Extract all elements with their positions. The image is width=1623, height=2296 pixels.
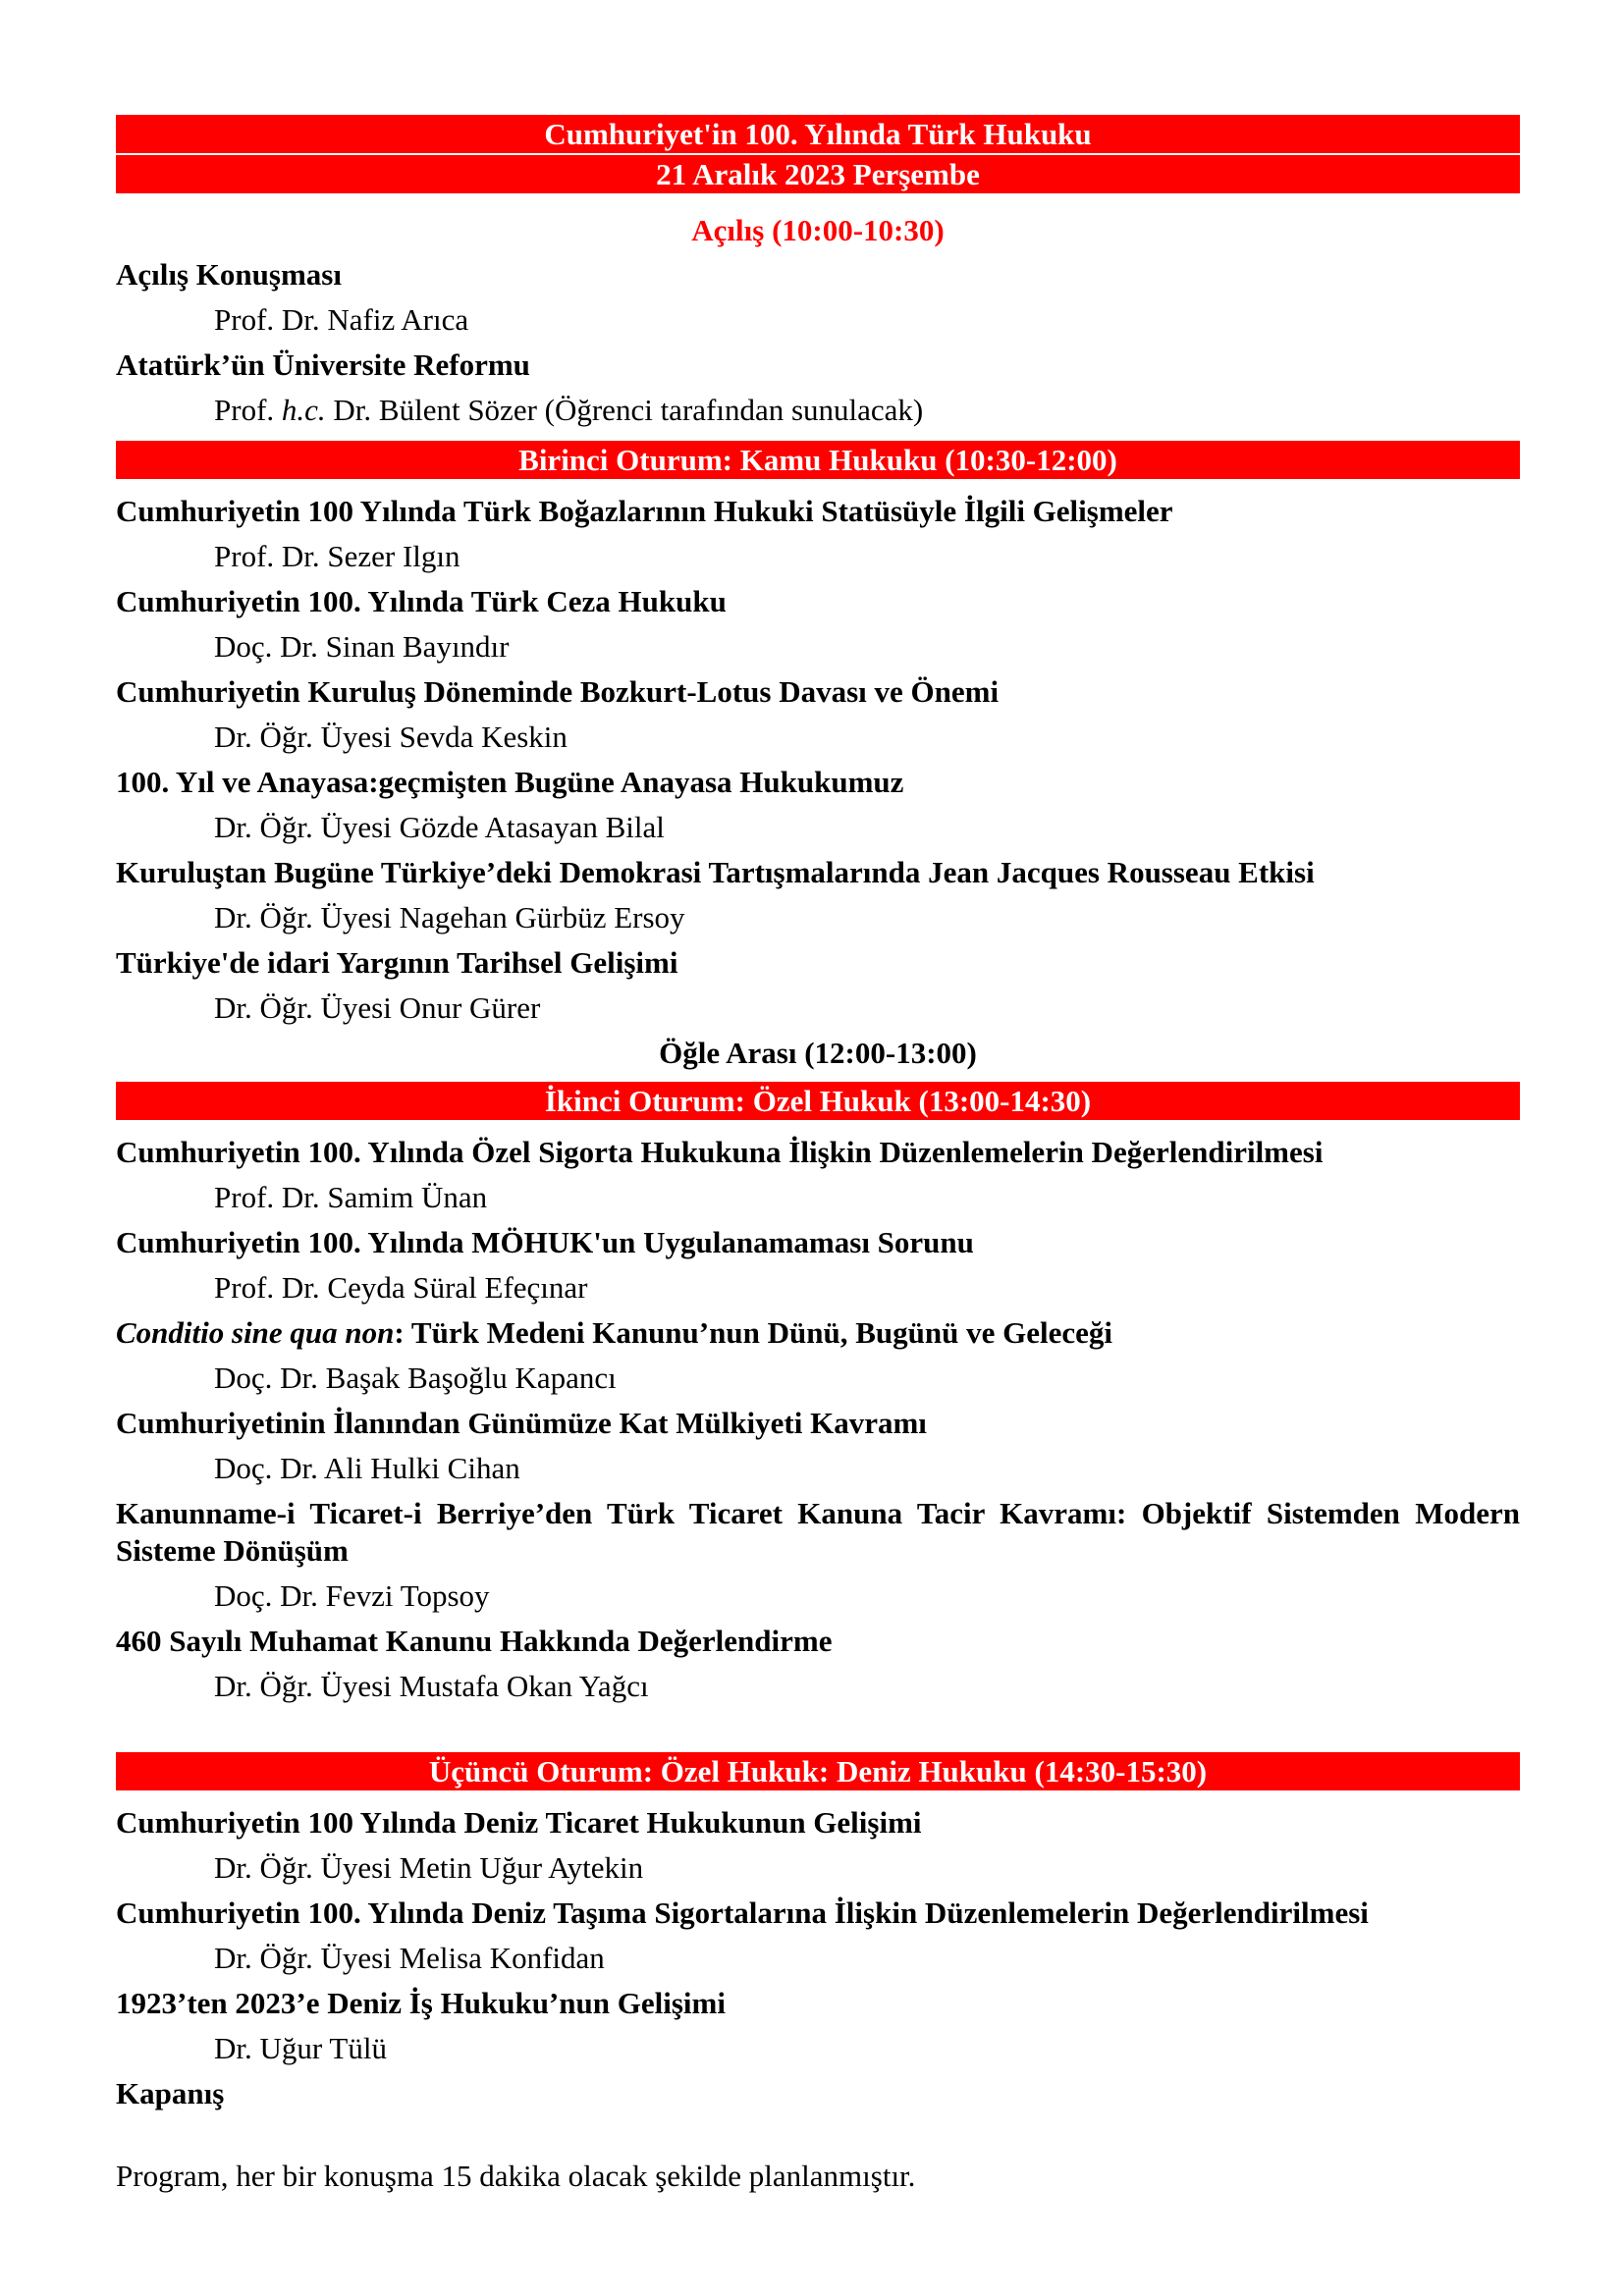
- talk-speaker: Doç. Dr. Sinan Bayındır: [214, 629, 510, 664]
- talk-speaker: Dr. Uğur Tülü: [214, 2031, 387, 2065]
- talk-title: [116, 1314, 1520, 1352]
- talk-title: Cumhuriyetin 100. Yılında Özel Sigorta Hukukuna İlişkin Düzenlemelerin Değerlendirilmesi: [116, 1135, 1324, 1169]
- session-heading-private-law: İkinci Oturum: Özel Hukuk (13:00-14:30): [116, 1082, 1520, 1120]
- talk-speaker: Dr. Öğr. Üyesi Sevda Keskin: [214, 720, 568, 754]
- talk-title: Cumhuriyetinin İlanından Günümüze Kat Mülkiyeti Kavramı: [116, 1406, 927, 1440]
- talk-speaker: Dr. Öğr. Üyesi Onur Gürer: [214, 990, 541, 1025]
- section-spacer: [116, 1705, 1520, 1740]
- talk-speaker: Doç. Dr. Fevzi Topsoy: [214, 1578, 490, 1613]
- session-heading-public-law: Birinci Oturum: Kamu Hukuku (10:30-12:00): [116, 441, 1520, 479]
- talk-title: Türkiye'de idari Yargının Tarihsel Gelişimi: [116, 945, 678, 980]
- talk-speaker: Prof. Dr. Sezer Ilgın: [214, 539, 460, 573]
- talk-title: Cumhuriyetin 100 Yılında Deniz Ticaret Hukukunun Gelişimi: [116, 1805, 922, 1840]
- title-rest: : Türk Medeni Kanunu’nun Dünü, Bugünü ve Geleceği: [394, 1315, 1112, 1350]
- talk-title: 100. Yıl ve Anayasa:geçmişten Bugüne Anayasa Hukukumuz: [116, 765, 904, 799]
- talk-title: Cumhuriyetin Kuruluş Döneminde Bozkurt-Lotus Davası ve Önemi: [116, 674, 1000, 709]
- talk-speaker: Doç. Dr. Başak Başoğlu Kapancı: [214, 1361, 617, 1395]
- talk-title: 1923’ten 2023’e Deniz İş Hukuku’nun Gelişimi: [116, 1986, 726, 2020]
- talk-title: Cumhuriyetin 100. Yılında Deniz Taşıma Sigortalarına İlişkin Düzenlemelerin Değerlendirilmesi: [116, 1896, 1369, 1930]
- speaker-name: Dr. Bülent Sözer (Öğrenci tarafından sunulacak): [325, 393, 924, 427]
- talk-speaker: Dr. Öğr. Üyesi Melisa Konfidan: [214, 1941, 605, 1975]
- program-content: [116, 115, 1520, 2195]
- talk-speaker: Dr. Öğr. Üyesi Nagehan Gürbüz Ersoy: [214, 900, 685, 934]
- talk-speaker: Prof. Dr. Ceyda Süral Efeçınar: [214, 1270, 588, 1305]
- talk-title: 460 Sayılı Muhamat Kanunu Hakkında Değerlendirme: [116, 1624, 833, 1658]
- opening-heading: Açılış (10:00-10:30): [691, 213, 945, 247]
- talk-speaker: Dr. Öğr. Üyesi Mustafa Okan Yağcı: [214, 1669, 649, 1703]
- closing-heading: Kapanış: [116, 2076, 225, 2110]
- talk-title: Kanunname-i Ticaret-i Berriye’den Türk Ticaret Kanuna Tacir Kavramı: Objektif Sistemden Modern Sisteme Dönüşüm: [116, 1496, 1520, 1568]
- talk-speaker: Prof. Dr. Nafiz Arıca: [214, 302, 469, 337]
- talk-title: Açılış Konuşması: [116, 257, 342, 292]
- speaker-honorary: h.c.: [281, 393, 326, 427]
- program-date: 21 Aralık 2023 Perşembe: [116, 153, 1520, 193]
- talk-title: Cumhuriyetin 100. Yılında MÖHUK'un Uygulanamaması Sorunu: [116, 1225, 974, 1259]
- talk-speaker: Prof. Dr. Samim Ünan: [214, 1180, 488, 1214]
- session-heading-maritime-law: Üçüncü Oturum: Özel Hukuk: Deniz Hukuku (14:30-15:30): [116, 1752, 1520, 1790]
- speaker-prefix: Prof.: [214, 393, 282, 427]
- program-title: Cumhuriyet'in 100. Yılında Türk Hukuku: [544, 117, 1092, 151]
- title-latin-phrase: Conditio sine qua non: [116, 1315, 395, 1350]
- talk-speaker: [116, 392, 1520, 429]
- talk-speaker: Doç. Dr. Ali Hulki Cihan: [214, 1451, 520, 1485]
- talk-title: Cumhuriyetin 100. Yılında Türk Ceza Hukuku: [116, 584, 727, 618]
- program-header: [116, 115, 1520, 193]
- talk-speaker: Dr. Öğr. Üyesi Metin Uğur Aytekin: [214, 1850, 644, 1885]
- talk-title: Atatürk’ün Üniversite Reformu: [116, 347, 530, 382]
- talk-title: Kuruluştan Bugüne Türkiye’deki Demokrasi Tartışmalarında Jean Jacques Rousseau Etkisi: [116, 855, 1315, 889]
- talk-title: Cumhuriyetin 100 Yılında Türk Boğazlarının Hukuki Statüsüyle İlgili Gelişmeler: [116, 494, 1173, 528]
- program-note: Program, her bir konuşma 15 dakika olacak şekilde planlanmıştır.: [116, 2159, 916, 2193]
- lunch-break: Öğle Arası (12:00-13:00): [659, 1036, 977, 1070]
- talk-speaker: Dr. Öğr. Üyesi Gözde Atasayan Bilal: [214, 810, 665, 844]
